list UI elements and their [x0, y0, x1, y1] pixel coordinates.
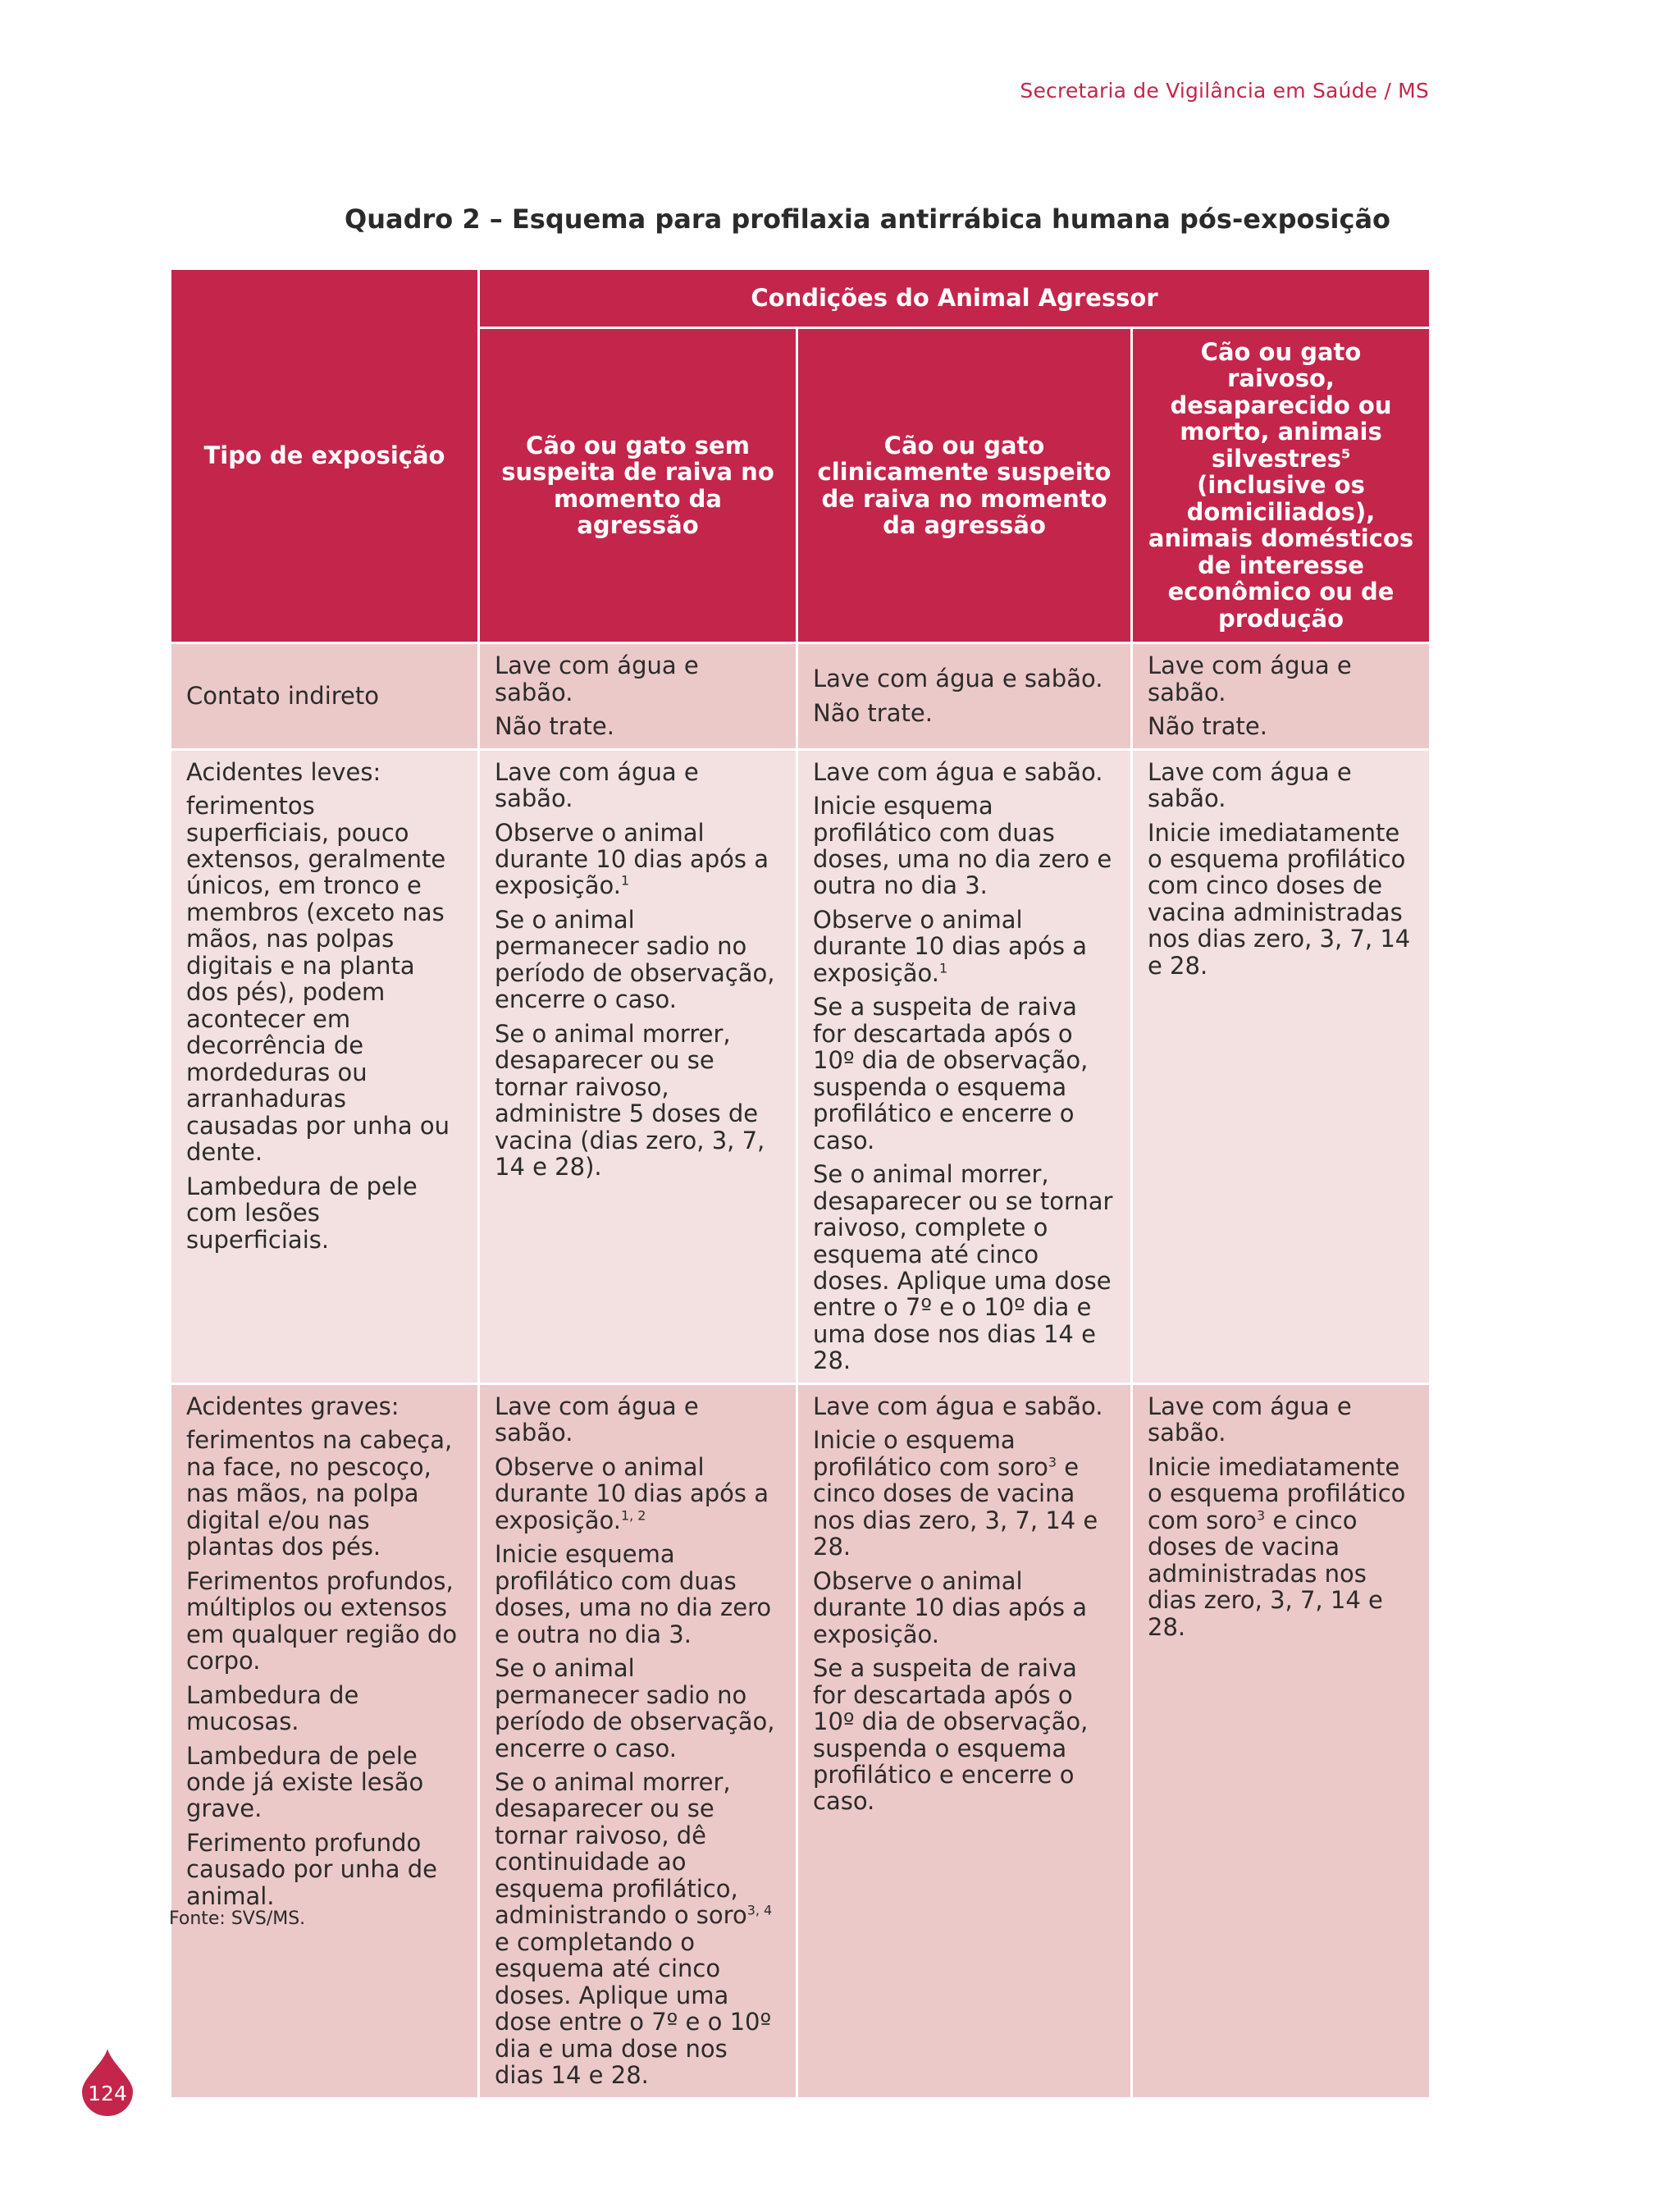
prophylaxis-table [169, 267, 1431, 2100]
running-head: Secretaria de Vigilância em Saúde / MS [1020, 79, 1429, 103]
header-col2: Cão ou gato clinicamente suspeito de raiva no momento da agressão [797, 328, 1132, 643]
cell-col2: Lave com água e sabão. Inicie esquema profilático com duas doses, uma no dia zero e outra no dia 3. Observe o animal durante 10 dias após a exposição.$^1$ Se a suspeita de raiva for descartada após o 10º dia de observação, suspenda o esquema profilático e encerre o caso. Se o animal morrer, desaparecer ou se tornar raivoso, complete o esquema até cinco doses. Aplique uma dose entre o 7º e o 10º dia e uma dose nos dias 14 e 28. [797, 749, 1132, 1383]
table-row [171, 749, 1431, 1383]
cell-col2: Lave com água e sabão. Inicie o esquema profilático com soro$^3$ e cinco doses de vacina nos dias zero, 3, 7, 14 e 28. Observe o animal durante 10 dias após a exposição. Se a suspeita de raiva for descartada após o 10º dia de observação, suspenda o esquema profilático e encerre o caso. [797, 1383, 1132, 2098]
cell-col1: Lave com água e sabão. Observe o animal durante 10 dias após a exposição.$^{1, 2}$ Inicie esquema profilático com duas doses, uma no dia zero e outra no dia 3. Se o animal permanecer sadio no período de observação, encerre o caso. Se o animal morrer, desaparecer ou se tornar raivoso, dê continuidade ao esquema profilático, administrando o soro$^{3, 4}$ e completando o esquema até cinco doses. Aplique uma dose entre o 7º e o 10º dia e uma dose nos dias 14 e 28. [479, 1383, 797, 2098]
table-row [171, 643, 1431, 749]
table-row [171, 1383, 1431, 2098]
header-col3: Cão ou gato raivoso, desaparecido ou morto, animais silvestres$^5$ (inclusive os domiciliados), animais domésticos de interesse econômico ou de produção [1132, 328, 1431, 643]
page-number: 124 [88, 2082, 127, 2105]
header-group: Condições do Animal Agressor [479, 269, 1431, 328]
header-tipo: Tipo de exposição [171, 269, 479, 643]
cell-col2: Lave com água e sabão. Não trate. [797, 643, 1132, 749]
cell-col1: Lave com água e sabão. Não trate. [479, 643, 797, 749]
cell-col3: Lave com água e sabão. Inicie imediatamente o esquema profilático com soro$^3$ e cinco doses de vacina administradas nos dias zero, 3, 7, 14 e 28. [1132, 1383, 1431, 2098]
cell-tipo: Contato indireto [171, 643, 479, 749]
table-title: Quadro 2 – Esquema para profilaxia antirrábica humana pós-exposição [345, 203, 1391, 235]
cell-tipo: Acidentes leves: ferimentos superficiais, pouco extensos, geralmente únicos, em tronco e membros (exceto nas mãos, nas polpas digitais e na planta dos pés), podem acontecer em decorrência de mordeduras ou arranhaduras causadas por unha ou dente. Lambedura de pele com lesões superficiais. [171, 749, 479, 1383]
cell-col3: Lave com água e sabão. Inicie imediatamente o esquema profilático com cinco doses de vacina administradas nos dias zero, 3, 7, 14 e 28. [1132, 749, 1431, 1383]
cell-tipo: Acidentes graves: ferimentos na cabeça, na face, no pescoço, nas mãos, na polpa digital e/ou nas plantas dos pés. Ferimentos profundos, múltiplos ou extensos em qualquer região do corpo. Lambedura de mucosas. Lambedura de pele onde já existe lesão grave. Ferimento profundo causado por unha de animal. [171, 1383, 479, 2098]
cell-col3: Lave com água e sabão. Não trate. [1132, 643, 1431, 749]
page-number-badge [82, 2049, 133, 2116]
table-source: Fonte: SVS/MS. [169, 1908, 306, 1929]
header-col1: Cão ou gato sem suspeita de raiva no momento da agressão [479, 328, 797, 643]
cell-col1: Lave com água e sabão. Observe o animal durante 10 dias após a exposição.$^1$ Se o animal permanecer sadio no período de observação, encerre o caso. Se o animal morrer, desaparecer ou se tornar raivoso, administre 5 doses de vacina (dias zero, 3, 7, 14 e 28). [479, 749, 797, 1383]
